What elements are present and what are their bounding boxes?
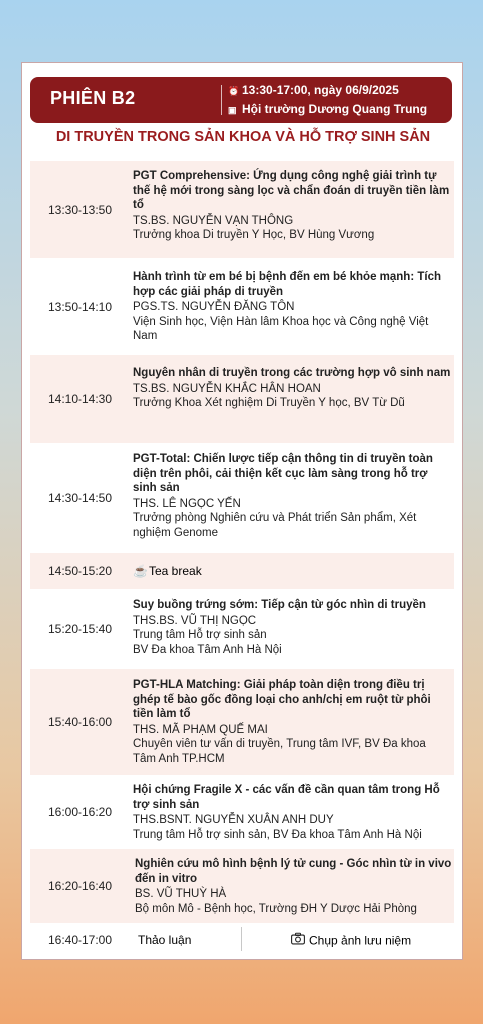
photo-session-label: Chụp ảnh lưu niệm: [309, 933, 412, 948]
speaker-name: THS.BSNT. NGUYỄN XUÂN ANH DUY: [133, 814, 334, 826]
time-slot: 14:10-14:30: [47, 392, 113, 406]
agenda-row: [30, 849, 454, 923]
speaker-name: PGS.TS. NGUYỄN ĐĂNG TÔN: [133, 301, 295, 313]
agenda-row-closing: [30, 923, 454, 957]
talk-title: PGT-Total: Chiến lược tiếp cận thông tin di truyền toàn diện trên phôi, cải thiện kết cục làm sàng trong hỗ trợ sinh sản: [133, 453, 433, 494]
time-slot: 16:20-16:40: [47, 879, 113, 893]
time-slot: 16:00-16:20: [47, 805, 113, 819]
agenda-card: [21, 62, 463, 960]
session-title: DI TRUYỀN TRONG SẢN KHOA VÀ HỖ TRỢ SINH SẢN: [55, 129, 431, 145]
time-slot: 14:30-14:50: [47, 491, 113, 505]
time-slot: 15:40-16:00: [47, 715, 113, 729]
speaker-name: BS. VŨ THUỲ HÀ: [135, 888, 227, 900]
time-slot: 13:50-14:10: [47, 299, 113, 314]
speaker-name: TS.BS. NGUYỄN KHẮC HÂN HOAN: [133, 382, 321, 395]
speaker-name: TS.BS. NGUYỄN VẠN THÔNG: [133, 214, 294, 227]
agenda-row: [30, 443, 454, 553]
speaker-affiliation: Trưởng phòng Nghiên cứu và Phát triển Sản phẩm, Xét nghiệm Genome: [133, 512, 417, 539]
session-venue: Hội trường Dương Quang Trung: [242, 102, 428, 116]
talk-title: Hành trình từ em bé bị bệnh đến em bé khỏe mạnh: Tích hợp các giải pháp di truyền: [133, 271, 441, 298]
agenda-table: [30, 161, 454, 957]
alarm-clock-icon: ⏰: [228, 86, 240, 96]
talk-title: Hội chứng Fragile X - các vấn đề cần quan tâm trong Hỗ trợ sinh sản: [133, 784, 440, 811]
speaker-affiliation: Chuyên viên tư vấn di truyền, Trung tâm IVF, BV Đa khoa Tâm Anh TP.HCM: [133, 738, 426, 765]
speaker-name: THS. MÃ PHẠM QUẾ MAI: [133, 723, 268, 736]
talk-title: Nghiên cứu mô hình bệnh lý tử cung - Góc nhìn từ in vivo đến in vitro: [135, 858, 452, 885]
speaker-affiliation: Trung tâm Hỗ trợ sinh sản: [133, 629, 267, 641]
time-slot: 16:40-17:00: [47, 933, 113, 947]
speaker-affiliation: Trưởng khoa Di truyền Y Học, BV Hùng Vương: [133, 229, 375, 241]
discussion-label: Thảo luận: [138, 933, 192, 947]
session-name: PHIÊN B2: [50, 88, 136, 108]
agenda-row: [30, 355, 454, 443]
speaker-affiliation: Viện Sinh học, Viện Hàn lâm Khoa học và Công nghệ Việt Nam: [133, 315, 429, 342]
camera-icon: [291, 933, 309, 948]
session-header: [30, 77, 452, 123]
time-slot: 14:50-15:20: [47, 564, 113, 578]
agenda-row: [30, 669, 454, 775]
speaker-affiliation: Bộ môn Mô - Bệnh học, Trường ĐH Y Dược Hải Phòng: [135, 902, 417, 915]
agenda-row: [30, 258, 454, 355]
row-divider: [241, 927, 242, 951]
time-slot: 15:20-15:40: [47, 622, 113, 636]
talk-title: PGT-HLA Matching: Giải pháp toàn diện trong điều trị ghép tế bào gốc đồng loại cho anh/chị em ruột từ phôi tiền làm tổ: [133, 679, 431, 720]
speaker-affiliation: Trưởng Khoa Xét nghiệm Di Truyền Y học, BV Từ Dũ: [133, 397, 405, 409]
speaker-name: THS. LÊ NGỌC YẾN: [133, 497, 241, 510]
tea-break-label: Tea break: [149, 564, 202, 578]
agenda-row: [30, 775, 454, 849]
session-time: 13:30-17:00, ngày 06/9/2025: [242, 83, 399, 97]
speaker-affiliation: Trung tâm Hỗ trợ sinh sản, BV Đa khoa Tâm Anh Hà Nội: [133, 828, 422, 841]
agenda-row: [30, 161, 454, 258]
talk-title: PGT Comprehensive: Ứng dụng công nghệ giải trình tự thế hệ mới trong sàng lọc và chẩn đoán di truyền tiền làm tổ: [133, 170, 450, 211]
speaker-name: THS.BS. VŨ THỊ NGỌC: [133, 614, 257, 627]
time-slot: 13:30-13:50: [47, 202, 113, 217]
speaker-affiliation-2: BV Đa khoa Tâm Anh Hà Nội: [133, 643, 282, 656]
talk-title: Nguyên nhân di truyền trong các trường hợp vô sinh nam: [133, 367, 451, 379]
building-icon: ▣: [228, 105, 237, 115]
talk-title: Suy buồng trứng sớm: Tiếp cận từ góc nhìn di truyền: [133, 599, 426, 611]
coffee-cup-icon: ☕: [133, 564, 148, 578]
agenda-row: [30, 589, 454, 669]
agenda-row-break: [30, 553, 454, 589]
header-divider: [221, 85, 222, 115]
